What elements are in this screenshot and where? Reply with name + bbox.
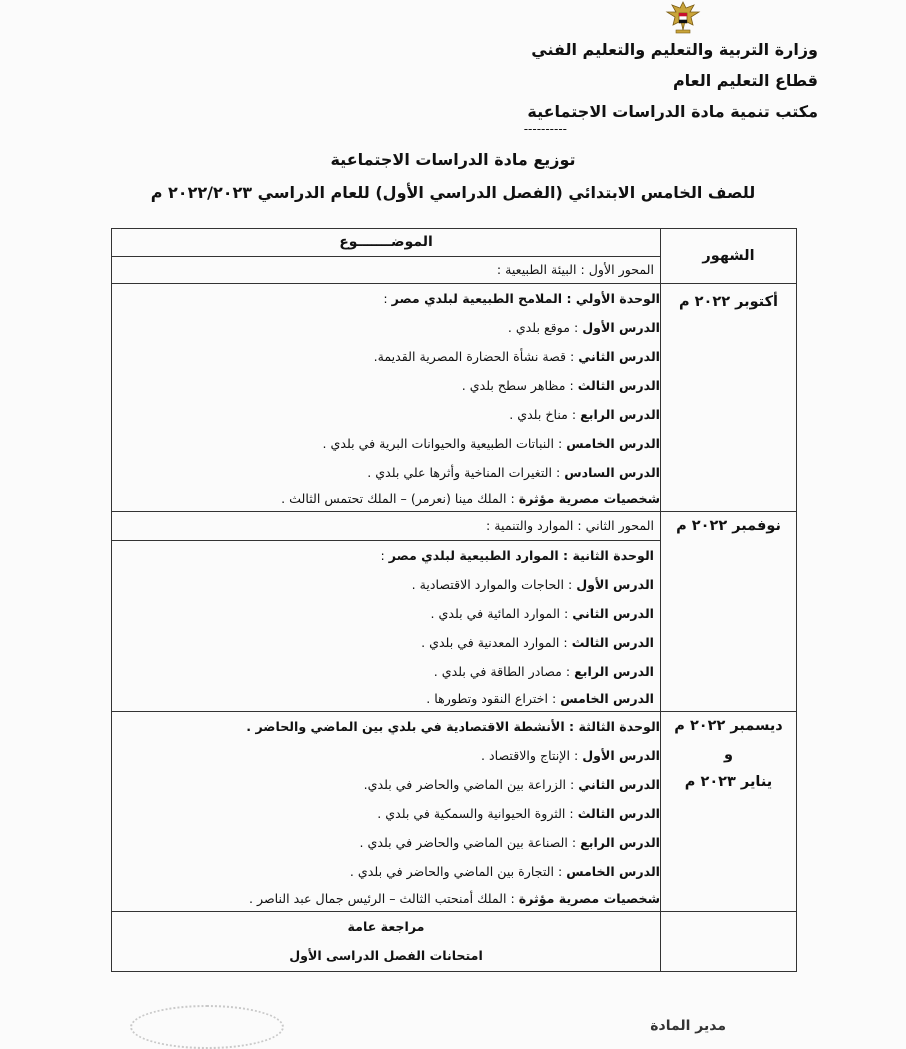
influential-figures-line: شخصيات مصرية مؤثرة : الملك أمنحتب الثالث – الرئيس جمال عبد الناصر . bbox=[249, 891, 660, 906]
topic-header-cell bbox=[112, 229, 661, 284]
lesson-line: الدرس الخامس : النباتات الطبيعية والحيوانات البرية في بلدي . bbox=[322, 436, 660, 451]
lesson-line: الدرس السادس : التغيرات المناخية وأثرها علي بلدي . bbox=[367, 465, 660, 480]
distribution-table bbox=[111, 228, 797, 972]
lesson-line: الدرس الرابع : مناخ بلدي . bbox=[509, 407, 660, 422]
general-review: مراجعة عامة bbox=[347, 919, 425, 934]
unit-1-title: الوحدة الأولي : الملامح الطبيعية لبلدي مصر : bbox=[383, 291, 660, 306]
lesson-line: الدرس الرابع : مصادر الطاقة في بلدي . bbox=[433, 664, 654, 679]
lesson-line: الدرس الثالث : الموارد المعدنية في بلدي . bbox=[421, 635, 654, 650]
october-topics bbox=[112, 284, 661, 512]
december-month: ديسمبر ٢٠٢٢ م bbox=[674, 718, 783, 734]
november-month-cell bbox=[661, 512, 797, 712]
unit-2-title: الوحدة الثانية : الموارد الطبيعية لبلدي مصر : bbox=[380, 548, 654, 563]
lesson-line: الدرس الخامس : اختراع النقود وتطورها . bbox=[426, 691, 654, 706]
sector-name: قطاع التعليم العام bbox=[672, 71, 818, 90]
december-january-topics bbox=[112, 712, 661, 912]
october-row bbox=[112, 284, 797, 512]
lesson-line: الدرس الثاني : قصة نشأة الحضارة المصرية القديمة. bbox=[373, 349, 660, 364]
review-month-cell bbox=[661, 912, 797, 972]
lesson-line: الدرس الثاني : الموارد المائية في بلدي . bbox=[430, 606, 654, 621]
months-header-cell bbox=[661, 229, 797, 284]
november-month: نوفمبر ٢٠٢٢ م bbox=[676, 518, 781, 534]
november-row bbox=[112, 512, 797, 712]
lesson-line: الدرس الأول : الإنتاج والاقتصاد . bbox=[481, 748, 660, 763]
doc-title: توزيع مادة الدراسات الاجتماعية bbox=[330, 150, 576, 169]
review-cell bbox=[112, 912, 661, 972]
and-label: و bbox=[723, 747, 733, 763]
review-row bbox=[112, 912, 797, 972]
october-month: أكتوبر ٢٠٢٢ م bbox=[678, 294, 779, 310]
axis-1-title: المحور الأول : البيئة الطبيعية : bbox=[496, 262, 654, 277]
october-month-cell bbox=[661, 284, 797, 512]
lesson-line: الدرس الثالث : الثروة الحيوانية والسمكية في بلدي . bbox=[377, 806, 660, 821]
lesson-line: الدرس الأول : موقع بلدي . bbox=[507, 320, 660, 335]
lesson-line: الدرس الرابع : الصناعة بين الماضي والحاضر في بلدي . bbox=[359, 835, 660, 850]
director-signature-label: مدير المادة bbox=[650, 1018, 726, 1034]
first-term-exams: امتحانات الفصل الدراسى الأول bbox=[289, 948, 483, 963]
lesson-line: الدرس الثالث : مظاهر سطح بلدي . bbox=[461, 378, 660, 393]
ministry-header bbox=[523, 34, 818, 136]
lesson-line: الدرس الأول : الحاجات والموارد الاقتصادية . bbox=[411, 577, 654, 592]
ministry-name: وزارة التربية والتعليم والتعليم الفني bbox=[531, 40, 818, 59]
november-topics bbox=[112, 512, 661, 712]
doc-subtitle: للصف الخامس الابتدائي (الفصل الدراسي الأول) للعام الدراسي ٢٠٢٢/٢٠٢٣ م bbox=[150, 183, 756, 202]
egypt-eagle-emblem-icon bbox=[663, 0, 703, 36]
lesson-line: الدرس الخامس : التجارة بين الماضي والحاضر في بلدي . bbox=[349, 864, 660, 879]
unit-3-title: الوحدة الثالثة : الأنشطة الاقتصادية في بلدي بين الماضي والحاضر . bbox=[246, 719, 660, 734]
influential-figures-line: شخصيات مصرية مؤثرة : الملك مينا (نعرمر) – الملك تحتمس الثالث . bbox=[281, 491, 660, 506]
header-divider: ---------- bbox=[523, 122, 568, 136]
office-name: مكتب تنمية مادة الدراسات الاجتماعية bbox=[527, 102, 818, 121]
december-january-month-cell bbox=[661, 712, 797, 912]
months-column-header: الشهور bbox=[702, 248, 755, 264]
topic-column-header: الموضـــــــوع bbox=[112, 229, 660, 257]
january-month: يناير ٢٠٢٣ م bbox=[684, 774, 773, 790]
lesson-line: الدرس الثاني : الزراعة بين الماضي والحاضر في بلدي. bbox=[363, 777, 660, 792]
december-january-row bbox=[112, 712, 797, 912]
official-seal-stamp bbox=[130, 1005, 284, 1049]
axis-2-title: المحور الثاني : الموارد والتنمية : bbox=[112, 512, 660, 541]
